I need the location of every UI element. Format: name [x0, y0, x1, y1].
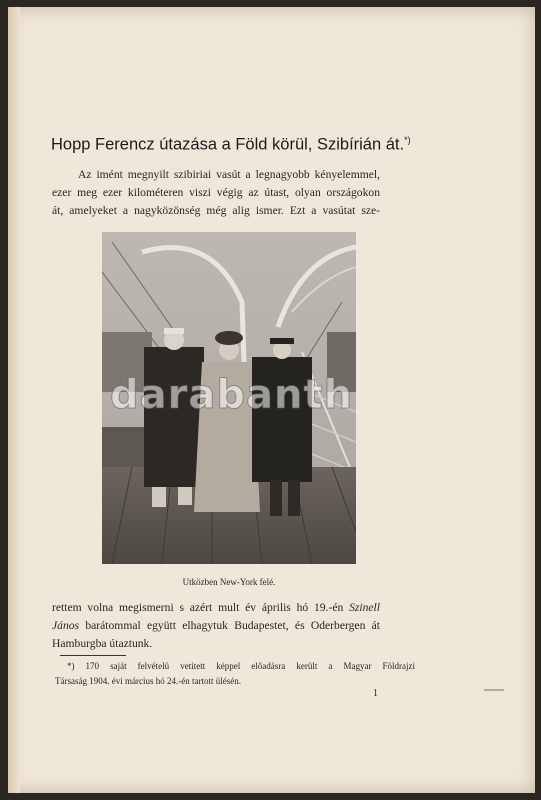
footnote-line: *) 170 saját felvételü vetitett képpel előadásra került a Magyar Földrajzi: [67, 661, 415, 671]
page-number: 1: [373, 688, 378, 699]
paragraph-line: át, amelyeket a nagyközönség még alig ismer. Ezt a vasútat sze-: [52, 204, 380, 217]
paragraph-line: [52, 617, 380, 635]
person-name: Szinell: [349, 601, 380, 614]
paragraph-line: [52, 599, 380, 617]
paragraph-line: ezer meg ezer kilométeren viszi végig az útast, olyan országokon: [52, 186, 380, 199]
article-title-text: Hopp Ferencz útazása a Föld körül, Szibírián át.: [51, 135, 405, 154]
page-binding-edge: [8, 7, 20, 793]
footnote-line: Társaság 1904. évi március hó 24.-én tartott ülésén.: [55, 676, 241, 686]
person-name: János: [52, 619, 80, 632]
photo-caption: Utközben New-York felé.: [182, 577, 276, 587]
watermark-logo: darabanth: [110, 372, 354, 418]
paragraph-text: barátommal együtt elhagytuk Budapestet, és Oderbergen át: [85, 619, 380, 632]
title-footnote-mark: *): [404, 135, 411, 145]
footnote: [55, 659, 415, 689]
article-title: [51, 135, 471, 155]
paragraph-line: Hamburgba útaztunk.: [52, 637, 153, 650]
footnote-rule: [60, 655, 126, 656]
paragraph-text: rettem volna megismerni s azért mult év április hó 19.-én: [52, 601, 344, 614]
margin-pencil-mark: [484, 689, 504, 691]
continued-paragraph: [52, 599, 380, 653]
opening-paragraph: [52, 166, 380, 220]
paragraph-line: Az imént megnyilt szibiriai vasút a legnagyobb kényelemmel,: [78, 168, 380, 181]
